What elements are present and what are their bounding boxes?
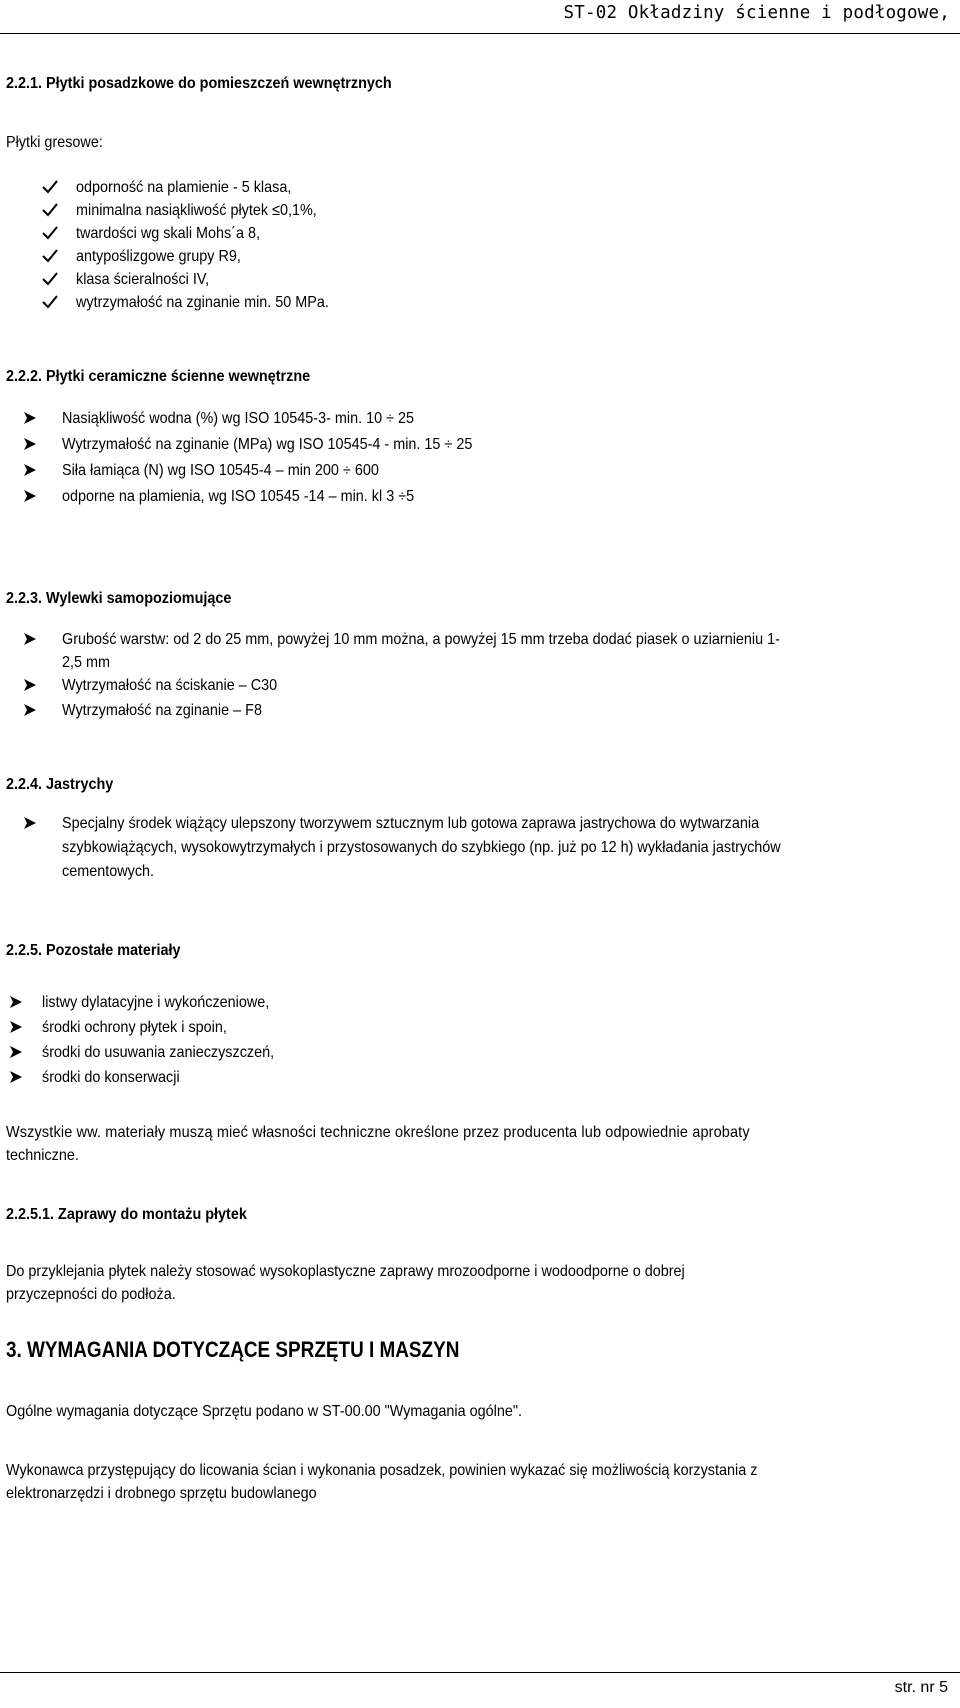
list-item: minimalna nasiąkliwość płytek ≤0,1%, bbox=[40, 199, 940, 222]
section-2-2-2-heading: 2.2.2. Płytki ceramiczne ścienne wewnętrzne bbox=[6, 368, 311, 385]
section-2-2-1-heading: 2.2.1. Płytki posadzkowe do pomieszczeń wewnętrznych bbox=[6, 75, 392, 92]
arrow-bullet-icon bbox=[20, 628, 40, 650]
arrow-bullet-icon bbox=[20, 485, 40, 507]
section-2-2-5-heading: 2.2.5. Pozostałe materiały bbox=[6, 942, 181, 959]
list-item: odporność na plamienie - 5 klasa, bbox=[40, 176, 940, 199]
arrow-bullet-icon bbox=[20, 407, 40, 429]
list-item: odporne na plamienia, wg ISO 10545 -14 – min. kl 3 ÷5 bbox=[20, 485, 940, 511]
arrow-bullet-icon bbox=[20, 674, 40, 696]
section-2-2-4-heading: 2.2.4. Jastrychy bbox=[6, 776, 114, 793]
adhesive-paragraph: Do przyklejania płytek należy stosować wysokoplastyczne zaprawy mrozoodporne i wodoodporne o dobrej przyczepności do podłoża. bbox=[6, 1263, 685, 1303]
list-item: środki do usuwania zanieczyszczeń, bbox=[6, 1041, 926, 1066]
section-2-2-3-heading: 2.2.3. Wylewki samopoziomujące bbox=[6, 590, 232, 607]
checkmark-icon bbox=[40, 176, 60, 198]
section-3-paragraph-2: Wykonawca przystępujący do licowania ścian i wykonania posadzek, powinien wykazać się możliwością korzystania z elektronarzędzi i drobnego sprzętu budowlanego bbox=[6, 1462, 758, 1502]
list-item: Wytrzymałość na ściskanie – C30 bbox=[20, 674, 940, 699]
list-item: Wytrzymałość na zginanie (MPa) wg ISO 10545-4 - min. 15 ÷ 25 bbox=[20, 433, 940, 459]
jastrychy-list bbox=[20, 812, 940, 884]
other-materials-list bbox=[6, 991, 926, 1091]
arrow-bullet-icon bbox=[6, 1066, 26, 1088]
arrow-bullet-icon bbox=[20, 699, 40, 721]
section-3-paragraph-1: Ogólne wymagania dotyczące Sprzętu podano w ST-00.00 "Wymagania ogólne". bbox=[6, 1403, 522, 1420]
list-item: klasa ścieralności IV, bbox=[40, 268, 940, 291]
wall-tiles-list bbox=[20, 407, 940, 511]
checkmark-icon bbox=[40, 245, 60, 267]
arrow-bullet-icon bbox=[6, 1016, 26, 1038]
gres-subheading: Płytki gresowe: bbox=[6, 134, 103, 151]
page-header-title: ST-02 Okładziny ścienne i podłogowe, bbox=[563, 3, 950, 23]
arrow-bullet-icon bbox=[20, 459, 40, 481]
arrow-bullet-icon bbox=[6, 1041, 26, 1063]
list-item: listwy dylatacyjne i wykończeniowe, bbox=[6, 991, 926, 1016]
list-item: twardości wg skali Mohs´a 8, bbox=[40, 222, 940, 245]
checkmark-icon bbox=[40, 222, 60, 244]
list-item: Grubość warstw: od 2 do 25 mm, powyżej 10 mm można, a powyżej 15 mm trzeba dodać piasek o uziarnieniu 1- 2,5 mm bbox=[20, 628, 940, 674]
section-3-heading: 3. WYMAGANIA DOTYCZĄCE SPRZĘTU I MASZYN bbox=[6, 1337, 460, 1362]
list-item: wytrzymałość na zginanie min. 50 MPa. bbox=[40, 291, 940, 314]
page-number: str. nr 5 bbox=[894, 1679, 948, 1696]
list-item: Wytrzymałość na zginanie – F8 bbox=[20, 699, 940, 724]
list-item: Siła łamiąca (N) wg ISO 10545-4 – min 200 ÷ 600 bbox=[20, 459, 940, 485]
gres-checklist bbox=[40, 176, 940, 314]
arrow-bullet-icon bbox=[20, 812, 40, 834]
list-item: środki ochrony płytek i spoin, bbox=[6, 1016, 926, 1041]
arrow-bullet-icon bbox=[6, 991, 26, 1013]
materials-paragraph: Wszystkie ww. materiały muszą mieć własności techniczne określone przez producenta lub odpowiednie aprobaty techniczne. bbox=[6, 1124, 750, 1164]
checkmark-icon bbox=[40, 268, 60, 290]
screed-list bbox=[20, 628, 940, 724]
list-item: antypoślizgowe grupy R9, bbox=[40, 245, 940, 268]
list-item: Specjalny środek wiążący ulepszony tworzywem sztucznym lub gotowa zaprawa jastrychowa do wytwarzania szybkowiążących, wysokowytrzymałych i przystosowanych do szybkiego (np. już po 12 h) wykładania jastrychów cementowych. bbox=[20, 812, 940, 884]
header-rule bbox=[0, 33, 960, 34]
arrow-bullet-icon bbox=[20, 433, 40, 455]
list-item: środki do konserwacji bbox=[6, 1066, 926, 1091]
checkmark-icon bbox=[40, 199, 60, 221]
section-2-2-5-1-heading: 2.2.5.1. Zaprawy do montażu płytek bbox=[6, 1206, 247, 1223]
list-item: Nasiąkliwość wodna (%) wg ISO 10545-3- min. 10 ÷ 25 bbox=[20, 407, 940, 433]
footer-rule bbox=[0, 1672, 960, 1673]
checkmark-icon bbox=[40, 291, 60, 313]
